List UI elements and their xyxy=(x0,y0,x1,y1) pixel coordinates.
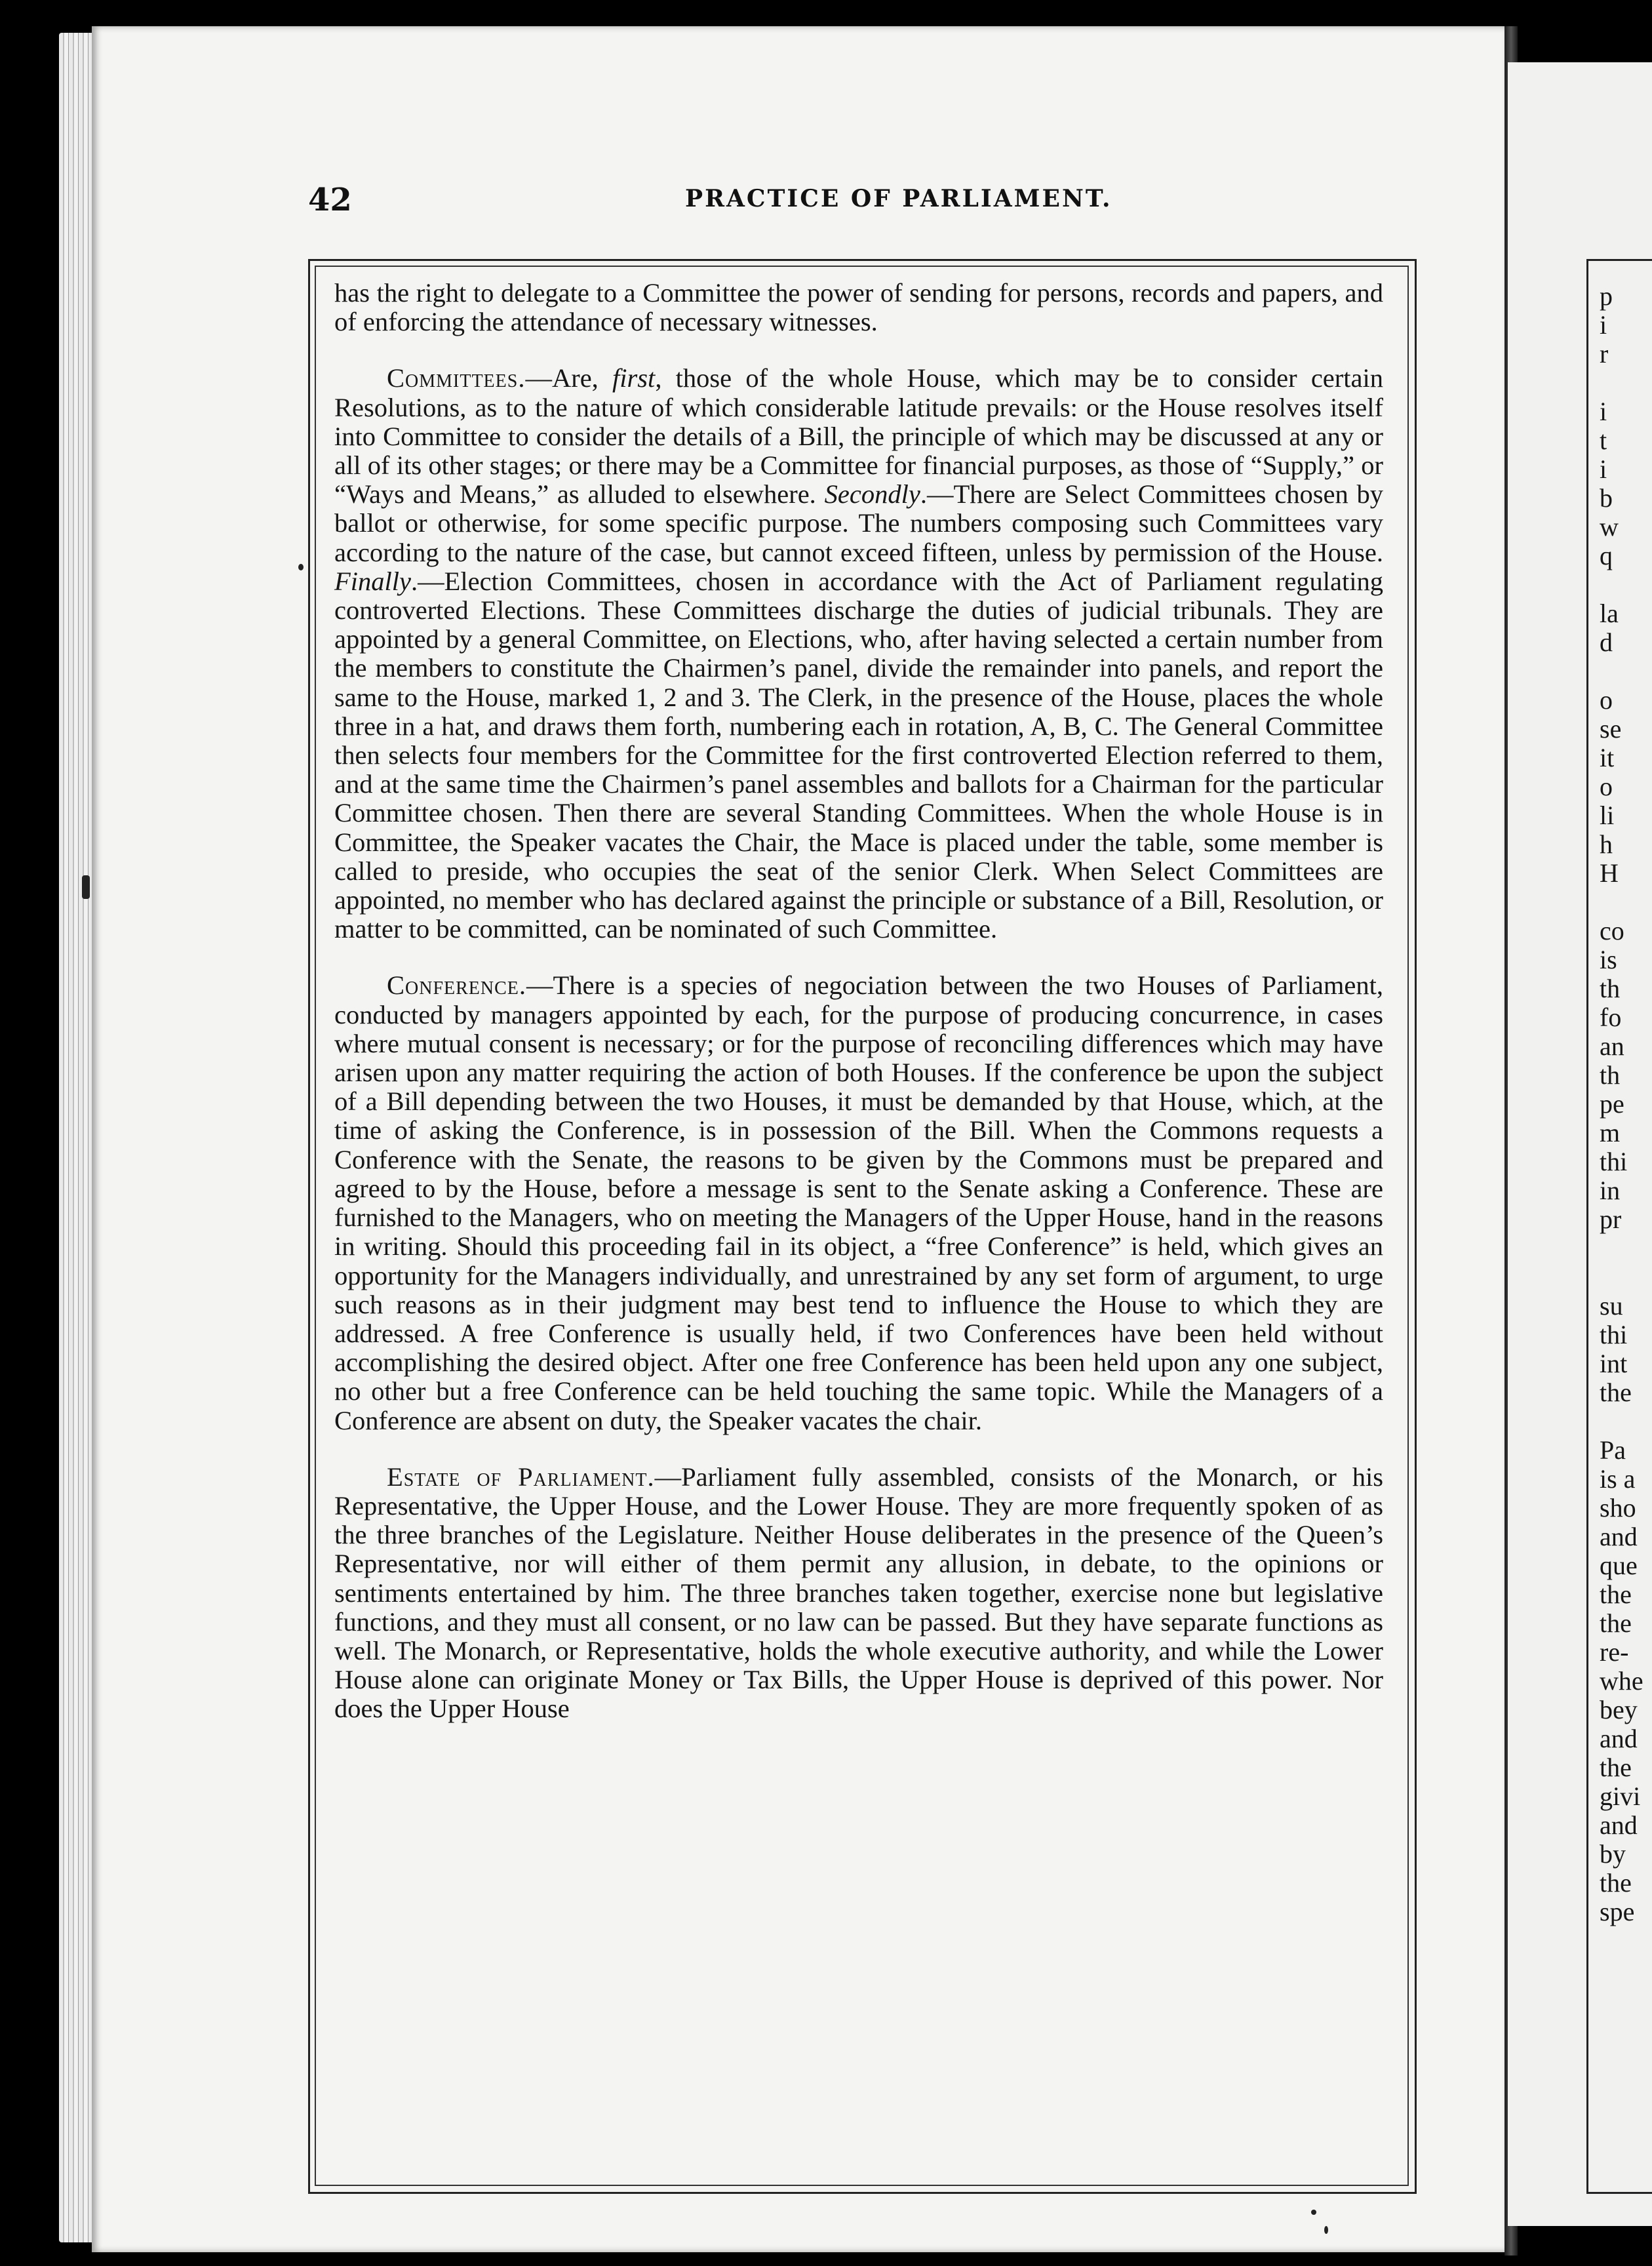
facing-page-fragment: is a xyxy=(1600,1464,1636,1494)
facing-page-fragment: que xyxy=(1600,1551,1638,1580)
facing-page-fragment: th xyxy=(1600,974,1621,1003)
estate-text: —Parliament fully assembled, consists of the Monarch, or his Representative, the Upper House, and the Lower House. They are more frequently spoken of as the three branches of the Legislature. Neither House deliberates in the presence of the Queen’s Representative, nor will either of them permit any allusion, in debate, to the opinions or sentiments entertained by him. The three branches taken together, exercise none but legislative functions, and they must all consent, or no law can be passed. But they have separate functions as well. The Monarch, or Representative, holds the whole executive authority, and while the Lower House alone can originate Money or Tax Bills, the Upper House is deprived of this power. Nor does the Upper House xyxy=(334,1461,1383,1724)
facing-page-fragment: r xyxy=(1600,339,1609,368)
scan-speck xyxy=(82,875,90,899)
facing-page-fragment: in xyxy=(1600,1176,1621,1205)
scan-speck xyxy=(298,564,304,570)
facing-page-fragment: and xyxy=(1600,1522,1638,1551)
opening-paragraph: has the right to delegate to a Committee the power of sending for persons, records and papers, and of enforcing the attendance of necessary witnesses. xyxy=(334,278,1383,337)
facing-page-fragment xyxy=(1600,1234,1652,1263)
facing-page-fragment: o xyxy=(1600,772,1613,801)
facing-page-fragment: int xyxy=(1600,1349,1628,1378)
facing-page-fragment xyxy=(1600,888,1652,917)
facing-page-fragment xyxy=(1600,570,1652,599)
facing-page-fragment: la xyxy=(1600,599,1619,628)
facing-page-fragment xyxy=(1600,1263,1652,1292)
facing-page-fragment: h xyxy=(1600,829,1613,859)
facing-page-fragment xyxy=(1600,1407,1652,1436)
facing-page-fragment: thi xyxy=(1600,1147,1628,1176)
committees-text-4: .—Election Committees, chosen in accordance with the Act of Parliament regulating controverted Elections. These Committees discharge the duties of judicial tribunals. They are appointed by a general Committee, on Elections, who, after having selected a certain number from the members to constitute the Chairmen’s panel, divide the remainder into panels, and report the same to the House, marked 1, 2 and 3. The Clerk, in the presence of the House, places the whole three in a hat, and draws them forth, numbering each in rotation, A, B, C. The General Committee then selects four members for the Committee for the first controverted Election referred to them, and at the same time the Chairmen’s panel assembles and ballots for a Chairman for the particular Committee chosen. Then there are several Standing Committees. When the whole House is in Committee, the Speaker vacates the Chair, the Mace is placed under the table, some member is called to preside, who occupies the seat of the senior Clerk. When Select Committees are appointed, no member who has declared against the principle or substance of a Bill, Resolution, or matter to be committed, can be nominated of such Committee. xyxy=(334,566,1383,944)
facing-page-fragment: co xyxy=(1600,916,1624,945)
facing-page-fragment: the xyxy=(1600,1608,1632,1638)
committees-first: first xyxy=(612,363,656,393)
committees-finally: Finally xyxy=(334,566,411,596)
committees-text-3: .—There are Select Committees chosen by ballot or otherwise, for some specific purpose. The numbers composing such Committees vary according to the nature of the case, but cannot exceed fifteen, unless by permission of the House. xyxy=(334,479,1383,567)
facing-page-fragment: an xyxy=(1600,1031,1624,1061)
facing-page-fragment: o xyxy=(1600,685,1613,715)
facing-page-fragment: sho xyxy=(1600,1493,1636,1522)
facing-page-fragment: whe xyxy=(1600,1666,1643,1696)
facing-page-fragment: pe xyxy=(1600,1089,1624,1119)
committees-text-1: —Are, xyxy=(525,363,613,393)
facing-page-fragment: th xyxy=(1600,1060,1621,1090)
facing-page-fragment: w xyxy=(1600,512,1619,542)
facing-page-fragment: is xyxy=(1600,945,1617,974)
facing-page-fragment: li xyxy=(1600,801,1615,830)
facing-page-fragment: su xyxy=(1600,1291,1623,1321)
conference-heading: Conference. xyxy=(387,970,527,1001)
facing-page-fragment: i xyxy=(1600,397,1607,426)
facing-page-text xyxy=(1600,282,1652,1926)
facing-page-fragment: i xyxy=(1600,454,1607,484)
running-title: PRACTICE OF PARLIAMENT. xyxy=(685,185,1112,212)
facing-page-fragment xyxy=(1600,368,1652,397)
estate-paragraph xyxy=(334,1463,1383,1724)
facing-page-fragment: the xyxy=(1600,1378,1632,1407)
facing-page-fragment: by xyxy=(1600,1839,1626,1869)
facing-page-fragment: t xyxy=(1600,426,1607,455)
facing-page-fragment xyxy=(1600,657,1652,686)
facing-page-fragment: p xyxy=(1600,282,1613,311)
main-text xyxy=(334,279,1383,1724)
committees-secondly: Secondly xyxy=(824,479,920,509)
facing-page-fragment: the xyxy=(1600,1868,1632,1898)
facing-page-fragment: H xyxy=(1600,858,1619,888)
facing-page-fragment: and xyxy=(1600,1810,1638,1840)
facing-page-fragment: d xyxy=(1600,627,1613,657)
facing-page-fragment: m xyxy=(1600,1118,1621,1147)
page-number: 42 xyxy=(308,182,352,218)
facing-page-fragment: re- xyxy=(1600,1637,1629,1667)
facing-page-fragment: pr xyxy=(1600,1204,1622,1234)
facing-page-fragment: bey xyxy=(1600,1695,1638,1724)
conference-paragraph xyxy=(334,971,1383,1435)
facing-page-fragment: i xyxy=(1600,310,1607,340)
facing-page-fragment: se xyxy=(1600,714,1622,744)
conference-text: —There is a species of negociation between the two Houses of Parliament, conducted by managers appointed by each, for the purpose of producing concurrence, in cases where mutual consent is necessary; or for the purpose of reconciling differences which may have arisen upon any matter requiring the action of both Houses. If the conference be upon the subject of a Bill depending between the two Houses, it must be demanded by that House, which, at the time of asking the Conference, is in possession of the Bill. When the Commons requests a Conference with the Senate, the reasons to be given by the Commons must be prepared and agreed to by the House, before a message is sent to the Senate asking a Conference. These are furnished to the Managers, who on meeting the Managers of the Upper House, hand in the reasons in writing. Should this proceeding fail in its object, a “free Conference” is held, which gives an opportunity for the Managers individually, and unrestrained by any set form of argument, to urge such reasons as in their judgment may best tend to influence the House to which they are addressed. A free Conference is usually held, if two Conferences have been held without accomplishing the desired object. After one free Conference has been held upon any one subject, no other but a free Conference can be held touching the same topic. While the Managers of a Conference are absent on duty, the Speaker vacates the chair. xyxy=(334,970,1383,1435)
facing-page-fragment: and xyxy=(1600,1724,1638,1753)
facing-page-fragment: givi xyxy=(1600,1781,1641,1811)
committees-paragraph xyxy=(334,364,1383,944)
scan-speck xyxy=(1324,2226,1328,2234)
facing-page-fragment: b xyxy=(1600,483,1613,513)
scan-speck xyxy=(1311,2210,1316,2215)
facing-page-fragment: thi xyxy=(1600,1320,1628,1349)
facing-page-fragment: q xyxy=(1600,541,1613,570)
facing-page-fragment: fo xyxy=(1600,1003,1622,1032)
facing-page-fragment: the xyxy=(1600,1580,1632,1609)
estate-heading: Estate of Parliament. xyxy=(387,1461,655,1492)
committees-heading: Committees. xyxy=(387,363,526,393)
committees-text-2: , those of the whole House, which may be to consider certain Resolutions, as to the nature of which considerable latitude prevails: or the House resolves itself into Committee to consider the details of a Bill, the principle of which may be discussed at any or all of its other stages; or there may be a Committee for financial purposes, as those of “Supply,” or “Ways and Means,” as alluded to elsewhere. xyxy=(334,363,1383,509)
facing-page-fragment: it xyxy=(1600,743,1615,772)
facing-page-fragment: the xyxy=(1600,1753,1632,1782)
facing-page-fragment: spe xyxy=(1600,1897,1635,1926)
facing-page-fragment: Pa xyxy=(1600,1435,1626,1465)
